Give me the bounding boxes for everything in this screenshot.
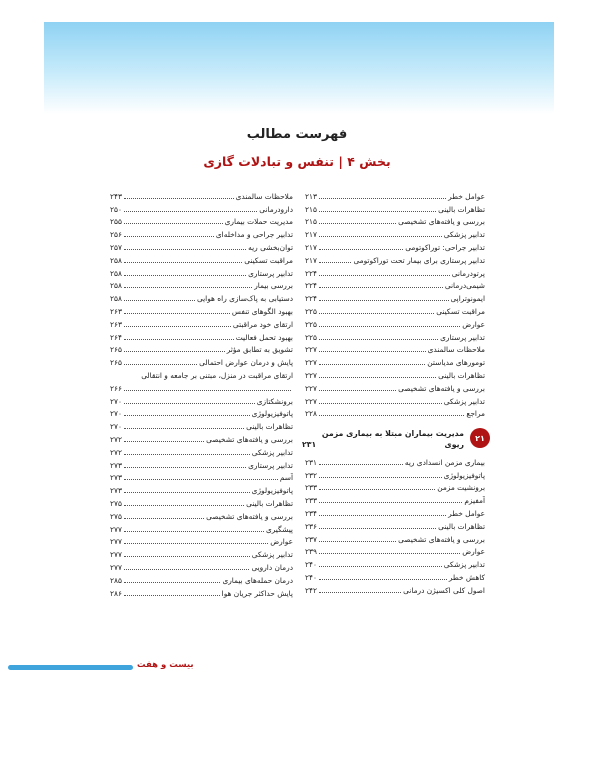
- toc-entry-page: ۲۴۳: [110, 191, 122, 201]
- toc-entry[interactable]: [110, 303, 293, 316]
- dot-leader: [124, 223, 223, 224]
- toc-entry-page: ۲۳۴: [305, 508, 317, 518]
- dot-leader: [124, 236, 214, 237]
- toc-entry-page: ۲۷۷: [110, 524, 122, 534]
- toc-entry-title: برونشکتازی: [256, 396, 293, 406]
- dot-leader: [319, 351, 426, 352]
- toc-entry-title: بررسی بیمار: [254, 281, 293, 291]
- dot-leader: [319, 566, 442, 567]
- toc-entry-title: ارتقای خود مراقبتی: [232, 319, 293, 329]
- toc-entry-title: پاتوفیزیولوژی: [251, 486, 293, 496]
- toc-entry[interactable]: [110, 290, 293, 303]
- toc-entry-title: مدیریت حملات بیماری: [224, 217, 293, 227]
- toc-entry[interactable]: [305, 239, 485, 252]
- dot-leader: [319, 287, 443, 288]
- dot-leader: [124, 531, 264, 532]
- toc-entry[interactable]: [110, 444, 293, 457]
- toc-entry[interactable]: [305, 556, 485, 569]
- toc-entry[interactable]: [110, 239, 293, 252]
- toc-entry[interactable]: [110, 406, 293, 419]
- toc-entry-page: ۲۷۳: [110, 486, 122, 496]
- dot-leader: [124, 454, 250, 455]
- dot-leader: [319, 223, 396, 224]
- toc-entry[interactable]: [305, 531, 485, 544]
- toc-entry[interactable]: [110, 393, 293, 406]
- toc-entry-page: ۲۱۵: [305, 217, 317, 227]
- toc-entry[interactable]: [110, 201, 293, 214]
- toc-entry-page: ۲۳۷: [305, 534, 317, 544]
- toc-entry[interactable]: [305, 393, 485, 406]
- dot-leader: [124, 326, 231, 327]
- dot-leader: [124, 403, 255, 404]
- toc-entry[interactable]: [305, 303, 485, 316]
- dot-leader: [319, 592, 401, 593]
- dot-leader: [124, 556, 250, 557]
- toc-entry-page: ۲۲۸: [305, 409, 317, 419]
- dot-leader: [319, 275, 450, 276]
- toc-entry-title: پرتودرمانی: [451, 268, 485, 278]
- dot-leader: [319, 211, 436, 212]
- dot-leader: [319, 464, 403, 465]
- toc-entry[interactable]: [110, 508, 293, 521]
- toc-entry-page: ۲۲۴: [305, 268, 317, 278]
- toc-entry[interactable]: [305, 518, 485, 531]
- dot-leader: [124, 390, 291, 391]
- toc-left-column: [110, 188, 293, 598]
- toc-entry-title: مراجع: [466, 409, 485, 419]
- toc-entry[interactable]: [110, 470, 293, 483]
- dot-leader: [124, 518, 204, 519]
- toc-entry-page: ۲۵۸: [110, 268, 122, 278]
- dot-leader: [124, 467, 246, 468]
- toc-entry-page: ۲۷۳: [110, 460, 122, 470]
- toc-entry-page: ۲۴۲: [305, 585, 317, 595]
- toc-entry-title: ایمونوتراپی: [450, 294, 485, 304]
- toc-right-column-continued: [305, 454, 485, 595]
- toc-entry-title: پایش حداکثر جریان هوا: [221, 588, 293, 598]
- toc-entry-title: تدابیر پزشکی: [443, 230, 485, 240]
- toc-entry[interactable]: [110, 418, 293, 431]
- toc-entry-title: تدابیر جراحی و مداخله‌ای: [215, 230, 293, 240]
- toc-entry-title: مراقبت تسکینی: [436, 306, 485, 316]
- toc-entry-page: ۲۷۷: [110, 562, 122, 572]
- toc-entry-title: درمان حمله‌های بیماری: [222, 575, 293, 585]
- toc-entry[interactable]: [305, 342, 485, 355]
- dot-leader: [319, 502, 462, 503]
- toc-entry-title: تظاهرات بالینی: [438, 204, 485, 214]
- dot-leader: [319, 339, 438, 340]
- dot-leader: [124, 441, 204, 442]
- dot-leader: [124, 198, 234, 199]
- dot-leader: [319, 262, 352, 263]
- toc-entry-page: ۲۲۷: [305, 370, 317, 380]
- toc-entry[interactable]: [305, 226, 485, 239]
- dot-leader: [319, 390, 396, 391]
- toc-entry-title: بررسی و یافته‌های تشخیصی: [206, 511, 293, 521]
- toc-entry-title: پیشگیری: [265, 524, 293, 534]
- toc-entry-page: ۲۸۶: [110, 588, 122, 598]
- toc-entry-page: ۲۲۵: [305, 332, 317, 342]
- toc-entry[interactable]: [305, 329, 485, 342]
- toc-entry-title: تدابیر پرستاری: [248, 460, 293, 470]
- toc-entry[interactable]: [305, 367, 485, 380]
- toc-entry-title: دستیابی به پاک‌سازی راه هوایی: [196, 294, 293, 304]
- toc-entry[interactable]: [305, 492, 485, 505]
- dot-leader: [124, 569, 250, 570]
- toc-entry-page: ۲۲۷: [305, 396, 317, 406]
- toc-entry[interactable]: [305, 582, 485, 595]
- toc-entry-page: ۲۳۶: [305, 521, 317, 531]
- toc-entry-title: شیمی‌درمانی: [444, 281, 485, 291]
- toc-entry[interactable]: [305, 480, 485, 493]
- toc-entry[interactable]: [305, 316, 485, 329]
- dot-leader: [319, 300, 449, 301]
- dot-leader: [319, 477, 442, 478]
- dot-leader: [124, 275, 246, 276]
- toc-entry[interactable]: [305, 290, 485, 303]
- toc-entry[interactable]: [305, 569, 485, 582]
- toc-entry-title: پایش و درمان عوارض احتمالی: [199, 358, 293, 368]
- toc-entry-page: ۲۷۲: [110, 434, 122, 444]
- dot-leader: [319, 415, 464, 416]
- toc-entry-page: ۲۶۵: [110, 358, 122, 368]
- dot-leader: [319, 489, 435, 490]
- toc-entry-page: ۲۸۵: [110, 575, 122, 585]
- toc-entry[interactable]: [110, 521, 293, 534]
- toc-entry-page: ۲۴۰: [305, 572, 317, 582]
- toc-entry-title: آمفیزم: [464, 496, 485, 506]
- dot-leader: [124, 595, 220, 596]
- toc-entry-title: تدابیر پرستاری: [440, 332, 485, 342]
- toc-entry-page: ۲۷۷: [110, 537, 122, 547]
- chapter-title-line1: مدیریت بیماران مبتلا به بیماری مزمن: [321, 429, 464, 438]
- dot-leader: [319, 236, 442, 237]
- dot-leader: [124, 364, 197, 365]
- toc-entry-title: بررسی و یافته‌های تشخیصی: [398, 534, 485, 544]
- toc-entry[interactable]: [110, 265, 293, 278]
- toc-entry-page: ۲۶۶: [110, 383, 122, 393]
- dot-leader: [124, 428, 244, 429]
- toc-entry-page: ۲۲۴: [305, 281, 317, 291]
- toc-entry-page: ۲۵۷: [110, 242, 122, 252]
- dot-leader: [319, 541, 396, 542]
- toc-entry-page: ۲۱۷: [305, 230, 317, 240]
- toc-entry[interactable]: [305, 505, 485, 518]
- chapter-page-number: ۲۳۱: [302, 440, 317, 449]
- toc-entry-title: عوامل خطر: [448, 191, 485, 201]
- dot-leader: [124, 415, 250, 416]
- toc-entry-page: ۲۱۳: [305, 191, 317, 201]
- toc-entry-title: بررسی و یافته‌های تشخیصی: [398, 383, 485, 393]
- toc-entry-title: تدابیر پزشکی: [443, 560, 485, 570]
- toc-entry[interactable]: [110, 431, 293, 444]
- toc-entry-page: ۲۳۱: [305, 457, 317, 467]
- toc-entry-page: ۲۲۵: [305, 306, 317, 316]
- toc-entry-title: ملاحظات سالمندی: [235, 191, 293, 201]
- toc-entry[interactable]: [305, 278, 485, 291]
- footer-page-label: بیست و هفت: [137, 660, 194, 670]
- toc-entry-title: آسم: [279, 473, 293, 483]
- toc-entry-page: ۲۷۰: [110, 409, 122, 419]
- chapter-number-badge: ۲۱: [470, 428, 490, 448]
- toc-entry[interactable]: [305, 454, 485, 467]
- toc-entry-page: ۲۶۳: [110, 306, 122, 316]
- toc-entry-title: پاتوفیزیولوژی: [251, 409, 293, 419]
- toc-entry[interactable]: [305, 467, 485, 480]
- toc-entry-page: ۲۲۷: [305, 358, 317, 368]
- page-title: فهرست مطالب: [246, 127, 348, 142]
- toc-entry[interactable]: [110, 546, 293, 559]
- toc-entry-page: ۲۳۳: [305, 496, 317, 506]
- toc-entry-title: تشویق به تطابق مؤثر: [226, 345, 293, 355]
- toc-entry-title: بررسی و یافته‌های تشخیصی: [206, 434, 293, 444]
- section-heading: بخش ۴ | تنفس و تبادلات گازی: [203, 154, 391, 169]
- toc-entry[interactable]: [110, 316, 293, 329]
- toc-entry-page: ۲۱۷: [305, 255, 317, 265]
- dot-leader: [124, 249, 246, 250]
- toc-entry-title: کاهش خطر: [448, 572, 485, 582]
- toc-entry[interactable]: [305, 188, 485, 201]
- toc-entry-title: بررسی و یافته‌های تشخیصی: [398, 217, 485, 227]
- toc-entry-page: ۲۷۲: [110, 447, 122, 457]
- toc-entry[interactable]: [110, 559, 293, 572]
- toc-entry-page: ۲۵۸: [110, 294, 122, 304]
- toc-entry-page: ۲۵۵: [110, 217, 122, 227]
- toc-entry-page: ۲۲۵: [305, 319, 317, 329]
- toc-entry-title: مراقبت تسکینی: [244, 255, 293, 265]
- toc-entry-title: تدابیر پرستاری برای بیمار تحت توراکوتومی: [353, 255, 485, 265]
- toc-entry-title: تظاهرات بالینی: [246, 422, 293, 432]
- toc-entry-page: ۲۵۸: [110, 281, 122, 291]
- toc-entry-page: ۲۷۰: [110, 422, 122, 432]
- toc-entry-page: ۲۲۷: [305, 345, 317, 355]
- dot-leader: [319, 313, 434, 314]
- dot-leader: [124, 262, 242, 263]
- dot-leader: [124, 505, 244, 506]
- toc-entry[interactable]: [110, 495, 293, 508]
- toc-entry-title: تظاهرات بالینی: [438, 521, 485, 531]
- toc-entry[interactable]: [110, 585, 293, 598]
- chapter-title-line2: ریوی: [444, 440, 464, 449]
- toc-entry[interactable]: [110, 482, 293, 495]
- header-banner: [44, 22, 554, 114]
- toc-entry[interactable]: [305, 380, 485, 393]
- dot-leader: [319, 364, 425, 365]
- toc-entry-title: اصول کلی اکسیژن درمانی: [403, 585, 485, 595]
- toc-entry-page: ۲۶۳: [110, 319, 122, 329]
- dot-leader: [319, 553, 460, 554]
- toc-entry-page: ۲۷۷: [110, 550, 122, 560]
- dot-leader: [124, 313, 230, 314]
- toc-entry-title: تدابیر جراحی: توراکوتومی: [405, 242, 485, 252]
- dot-leader: [319, 515, 446, 516]
- dot-leader: [124, 211, 257, 212]
- toc-entry-title: تظاهرات بالینی: [246, 498, 293, 508]
- toc-entry[interactable]: [110, 457, 293, 470]
- chapter-heading: [302, 428, 490, 454]
- toc-entry-page: ۲۳۳: [305, 483, 317, 493]
- toc-right-column: [305, 188, 485, 418]
- dot-leader: [319, 528, 436, 529]
- toc-entry[interactable]: [110, 354, 293, 367]
- toc-entry[interactable]: [110, 534, 293, 547]
- dot-leader: [319, 579, 447, 580]
- toc-entry-page: ۲۵۸: [110, 255, 122, 265]
- toc-entry[interactable]: [110, 367, 293, 380]
- toc-entry[interactable]: [305, 265, 485, 278]
- toc-entry-title: توان‌بخشی ریه: [248, 242, 293, 252]
- dot-leader: [124, 351, 225, 352]
- toc-entry-title: پاتوفیزیولوژی: [443, 470, 485, 480]
- toc-entry[interactable]: [305, 354, 485, 367]
- dot-leader: [319, 249, 403, 250]
- toc-entry-title: عوارض: [462, 547, 485, 557]
- footer-accent-bar: [8, 665, 133, 670]
- toc-entry-title: تدابیر پزشکی: [443, 396, 485, 406]
- toc-entry-title: عوامل خطر: [448, 508, 485, 518]
- toc-entry-title: عوارض: [462, 319, 485, 329]
- toc-entry-page: ۲۶۵: [110, 345, 122, 355]
- toc-entry-page: ۲۳۲: [305, 470, 317, 480]
- toc-entry[interactable]: [110, 329, 293, 342]
- toc-entry-page: ۲۲۷: [305, 383, 317, 393]
- toc-entry[interactable]: [110, 214, 293, 227]
- toc-entry-page: ۲۷۵: [110, 511, 122, 521]
- dot-leader: [124, 339, 234, 340]
- toc-entry-page: ۲۱۷: [305, 242, 317, 252]
- toc-entry-title: عوارض: [270, 537, 293, 547]
- toc-entry-title: بهبود الگوهای تنفس: [231, 306, 293, 316]
- toc-entry-title: تدابیر پزشکی: [251, 447, 293, 457]
- toc-entry-title: تدابیر پرستاری: [248, 268, 293, 278]
- dot-leader: [319, 377, 436, 378]
- dot-leader: [319, 326, 460, 327]
- toc-entry-title: تدابیر پزشکی: [251, 550, 293, 560]
- toc-entry[interactable]: [110, 226, 293, 239]
- toc-entry-page: ۲۱۵: [305, 204, 317, 214]
- dot-leader: [124, 287, 252, 288]
- dot-leader: [124, 492, 250, 493]
- dot-leader: [319, 403, 442, 404]
- toc-entry[interactable]: [110, 252, 293, 265]
- toc-entry-title: تومورهای مدیاستن: [427, 358, 485, 368]
- toc-entry-page: ۲۷۵: [110, 498, 122, 508]
- toc-entry[interactable]: [305, 214, 485, 227]
- toc-entry-title: بهبود تحمل فعالیت: [235, 332, 293, 342]
- toc-entry[interactable]: [305, 252, 485, 265]
- toc-entry[interactable]: [110, 572, 293, 585]
- toc-entry-title: تظاهرات بالینی: [438, 370, 485, 380]
- toc-entry-title: ملاحظات سالمندی: [427, 345, 485, 355]
- toc-entry-page: ۲۵۰: [110, 204, 122, 214]
- toc-entry-page: ۲۲۴: [305, 294, 317, 304]
- toc-entry-title: درمان دارویی: [251, 562, 293, 572]
- toc-entry-title: بیماری مزمن انسدادی ریه: [404, 457, 485, 467]
- toc-entry[interactable]: [110, 278, 293, 291]
- toc-entry-title: دارودرمانی: [259, 204, 293, 214]
- toc-entry-page: ۲۶۴: [110, 332, 122, 342]
- dot-leader: [124, 582, 221, 583]
- dot-leader: [319, 198, 446, 199]
- dot-leader: [124, 300, 195, 301]
- dot-leader: [124, 543, 268, 544]
- toc-entry-page: ۲۵۶: [110, 230, 122, 240]
- toc-entry-title: برونشیت مزمن: [437, 483, 485, 493]
- toc-entry-page: ۲۳۹: [305, 547, 317, 557]
- toc-entry-title: ارتقای مراقبت در منزل، مبتنی بر جامعه و انتقالی: [141, 370, 293, 380]
- toc-entry[interactable]: [305, 544, 485, 557]
- toc-entry-page: ۲۷۳: [110, 473, 122, 483]
- toc-entry[interactable]: [110, 380, 293, 393]
- toc-entry-page: ۲۴۰: [305, 560, 317, 570]
- dot-leader: [124, 479, 278, 480]
- toc-entry[interactable]: [110, 342, 293, 355]
- toc-entry[interactable]: [305, 406, 485, 419]
- toc-entry-page: ۲۷۰: [110, 396, 122, 406]
- toc-entry[interactable]: [305, 201, 485, 214]
- toc-entry[interactable]: [110, 188, 293, 201]
